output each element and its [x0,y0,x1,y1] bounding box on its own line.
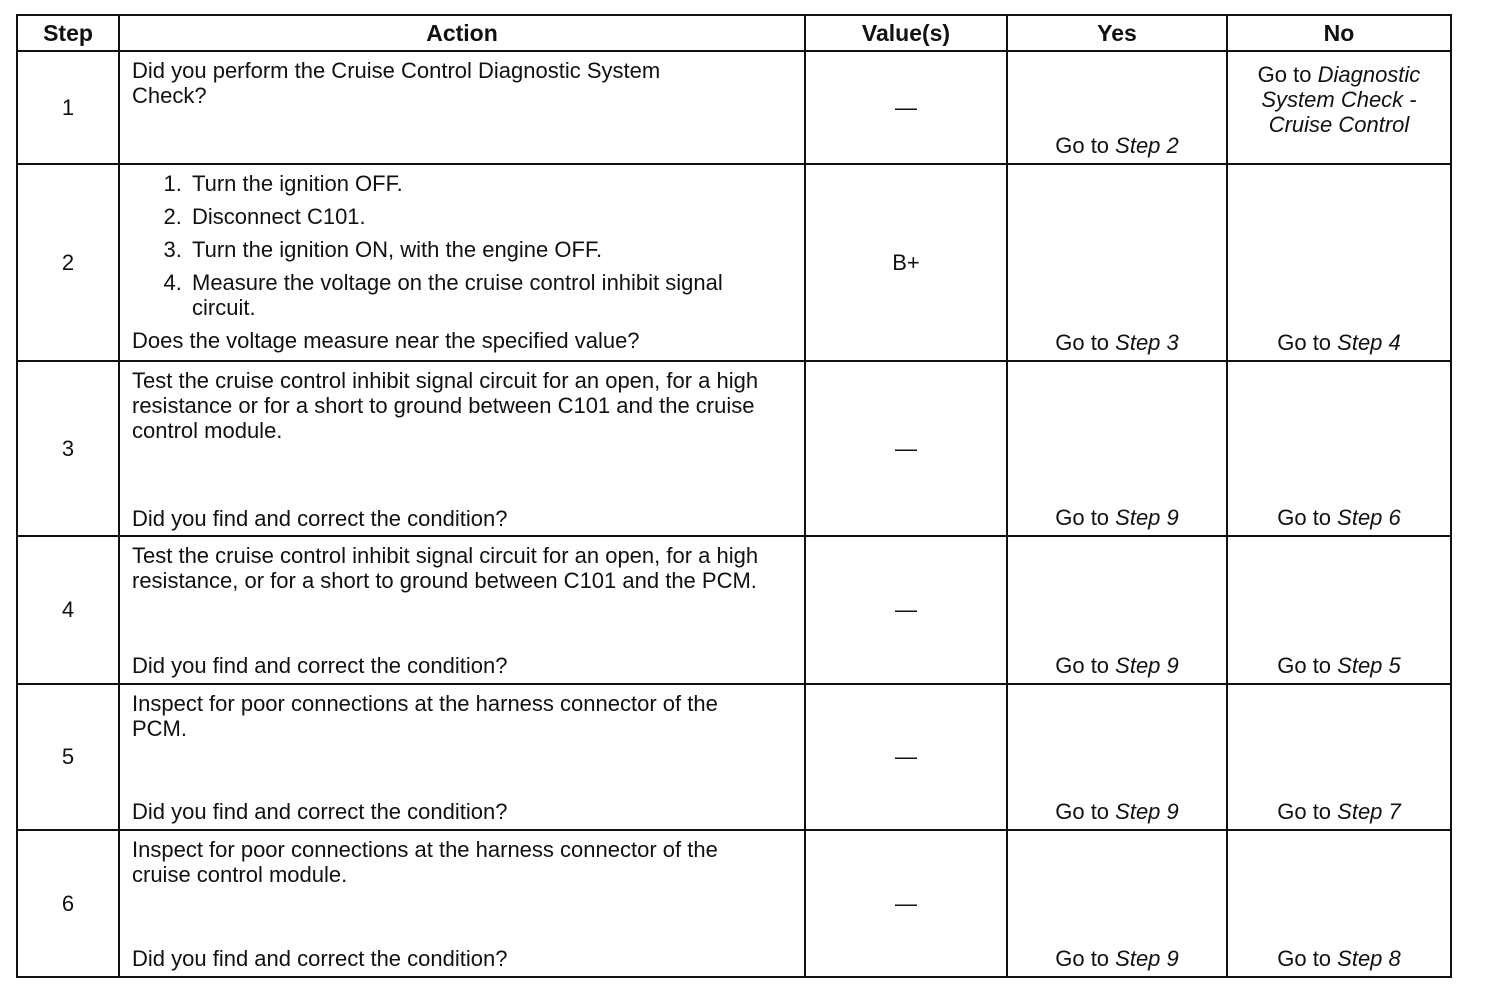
no-cell [1227,684,1451,830]
step-number: 4 [17,536,119,684]
yes-cell [1007,684,1227,830]
value-cell: — [805,830,1007,977]
yes-link[interactable]: Step 9 [1115,946,1179,971]
action-cell [119,536,805,684]
action-question: Did you find and correct the condition? [132,653,508,678]
action-cell [119,684,805,830]
action-cell [119,51,805,164]
value-cell: — [805,51,1007,164]
header-values: Value(s) [805,15,1007,51]
table-row [17,164,1451,361]
action-text: Did you perform the Cruise Control Diagnostic System Check? [132,58,661,108]
action-question: Did you find and correct the condition? [132,506,508,531]
no-prefix: Go to [1257,62,1318,87]
yes-cell [1007,536,1227,684]
yes-link[interactable]: Step 9 [1115,799,1179,824]
substep-list [132,171,794,320]
no-prefix: Go to [1277,946,1338,971]
yes-prefix: Go to [1055,799,1116,824]
table-row [17,684,1451,830]
no-link[interactable]: Diagnostic System Check - Cruise Control [1261,62,1421,137]
action-question: Did you find and correct the condition? [132,799,508,824]
header-row [17,15,1451,51]
no-prefix: Go to [1277,505,1338,530]
action-cell [119,361,805,536]
value-cell: B+ [805,164,1007,361]
no-cell [1227,536,1451,684]
no-prefix: Go to [1277,799,1338,824]
no-link[interactable]: Step 6 [1337,505,1401,530]
table-row [17,51,1451,164]
action-text: Test the cruise control inhibit signal circuit for an open, for a high resistance, or for a short to ground between C101 and the PCM. [132,543,759,593]
action-question: Does the voltage measure near the specified value? [132,328,640,353]
yes-cell [1007,361,1227,536]
action-cell [119,164,805,361]
yes-link[interactable]: Step 9 [1115,653,1179,678]
header-no: No [1227,15,1451,51]
yes-link[interactable]: Step 2 [1115,133,1179,158]
header-yes: Yes [1007,15,1227,51]
yes-prefix: Go to [1055,653,1116,678]
table-row [17,830,1451,977]
yes-prefix: Go to [1055,133,1116,158]
yes-prefix: Go to [1055,946,1116,971]
no-cell [1227,361,1451,536]
table-row [17,536,1451,684]
no-cell [1227,830,1451,977]
yes-prefix: Go to [1055,330,1116,355]
substep: 4. Measure the voltage on the cruise control inhibit signal circuit. [188,270,752,320]
action-text: Inspect for poor connections at the harness connector of the PCM. [132,691,718,741]
no-prefix: Go to [1277,653,1338,678]
action-question: Did you find and correct the condition? [132,946,508,971]
yes-link[interactable]: Step 3 [1115,330,1179,355]
action-text: Inspect for poor connections at the harness connector of the cruise control module. [132,837,718,887]
substep: 1. Turn the ignition OFF. [188,171,794,196]
table-row [17,361,1451,536]
yes-cell [1007,830,1227,977]
no-link[interactable]: Step 5 [1337,653,1401,678]
action-text: Test the cruise control inhibit signal circuit for an open, for a high resistance or for a short to ground between C101 and the cruise control module. [132,368,759,443]
step-number: 5 [17,684,119,830]
yes-cell [1007,51,1227,164]
no-prefix: Go to [1277,330,1338,355]
header-action: Action [119,15,805,51]
no-cell [1227,51,1451,164]
diagnostic-table [16,14,1452,978]
step-number: 3 [17,361,119,536]
value-cell: — [805,684,1007,830]
step-number: 2 [17,164,119,361]
action-cell [119,830,805,977]
yes-prefix: Go to [1055,505,1116,530]
substep: 2. Disconnect C101. [188,204,794,229]
value-cell: — [805,536,1007,684]
header-step: Step [17,15,119,51]
value-cell: — [805,361,1007,536]
no-cell [1227,164,1451,361]
yes-link[interactable]: Step 9 [1115,505,1179,530]
no-link[interactable]: Step 4 [1337,330,1401,355]
substep: 3. Turn the ignition ON, with the engine OFF. [188,237,794,262]
step-number: 6 [17,830,119,977]
no-link[interactable]: Step 7 [1337,799,1401,824]
no-link[interactable]: Step 8 [1337,946,1401,971]
step-number: 1 [17,51,119,164]
yes-cell [1007,164,1227,361]
